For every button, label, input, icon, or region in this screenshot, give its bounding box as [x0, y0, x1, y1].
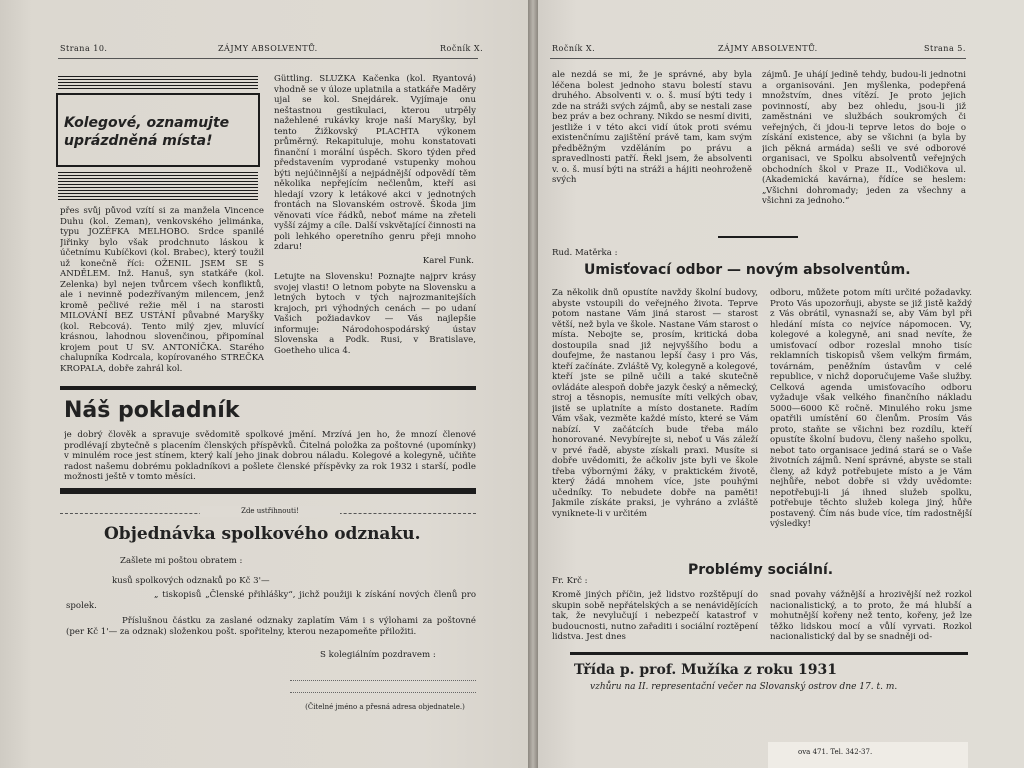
placement-text-right: odboru, můžete potom míti určité požadavky. Proto Vás upozorňuji, abyste se již jistě každý z Vás obrátil, vynasnaží se, aby Vám byl při hledání místa co nejvíce nápomocen. Vy, kolegové a kolegyně, ani snad nevíte, že umisťovací odbor rozeslal mnoho tisíc reklamních tiskopisů všem velkým firmám, továrnám, peněžním ústavům v celé republice, v nichž doporučujeme Vaše služby. Celková agenda umisťovacího odboru vyžaduje však velkého finančního nákladu 5000—6000 Kč ročně. Minulého roku jsme opatřili umístění 60 členům. Prosím Vás proto, staňte se všichni bez rozdílu, kteří opustíte školní budovu, členy našeho spolku, nebot tato organisace jediná stará se o Vaše životních zájmů. Není správné, abyste se stali členy, až když potřebujete místo a je Vám nejhůře, nebot dobře si vždy uvědomte: nepotřebuji-li já ihned služeb spolku, potřebuje těchto služeb kolega jiný, hůře postavený. Čím nás bude více, tím radostnější výsledky! — [770, 288, 972, 529]
cut-here-label: Zde ustřihnouti! — [200, 506, 340, 517]
banner-line-2: uprázdněná místa! — [64, 133, 213, 149]
signature: Karel Funk. — [422, 256, 474, 266]
author-1: Rud. Matěrka : — [552, 248, 618, 258]
paper-scrap — [768, 742, 968, 768]
name-line-1 — [290, 680, 476, 681]
divider-bar-2 — [60, 488, 476, 494]
banner-line-1: Kolegové, oznamujte — [64, 115, 230, 131]
volume-right: Ročník X. — [552, 44, 596, 53]
section-title-social: Problémy sociální. — [688, 562, 834, 578]
header-rule-left — [58, 58, 478, 59]
order-footer: (Čitelné jméno a přesná adresa objednatele.) — [305, 703, 465, 711]
article-text-right: Güttling. SLUŽKA Kačenka (kol. Ryantová) vhodně se v úloze uplatnila a statkáře Maděry ujal se kol. Snejdárek. Vyjímaje onu neštastnou gestikulaci, kterou utrpěly nažehlené rukávky kroje naší Maryšky, byl tento Žižkovský PLACHTA výkonem průměrný. Rekapituluje, mohu konstatovati finanční i morální úspěch. Skoro týden před představením vyprodané vstupenky mohou býti nejúčinnější a nejpádnější odpovědí těm několika nepřejícím nečlenům, kteří asi hledají vzory k letákové akci v jednotných frontách na Slovanském ostrově. Škoda jim věnovati více řádků, neboť máme na zřeteli vyšší zájmy a cíle. Další vskvětající činnosti na poli lehkého operetního genru přeji mnoho zdaru! — [274, 74, 476, 252]
treasurer-title: Náš pokladník — [64, 398, 240, 423]
short-divider — [718, 236, 798, 238]
article-cont-right: zájmů. Je uhájí jedině tehdy, budou-li jednotni a organisováni. Jen myšlenka, podepřená množstvím, dnes vítězí. Je proto jejich povinností, aby bez ohledu, jsou-li již zaměstnáni ve službách soukromých či veřejných, či jdou-li teprve letos do boje o získání existence, aby se všichni (a byla by jich pěkná armáda) sešli ve své odborové organisaci, ve Spolku absolventů veřejných obchodních škol v Praze II., Vodičkova ul. (Akademická kavárna), řídíce se heslem: „Všichni dohromady; jeden za všechny a všichni za jednoho.“ — [762, 70, 966, 206]
placement-text-left: Za několik dnů opustíte navždy školní budovy, abyste vstoupili do veřejného života. Teprve potom nastane Vám jiná starost — starost větší, než byla ve škole. Nastane Vám starost o místa. Nebojte se, prosím, kritická doba dostoupila snad již nejvyššího bodu a doufejme, že nastanou lepší časy i pro Vás, kteří začínáte. Zvláště Vy, kolegyně a kolegové, kteří jste se pilně učili a také skutečně ovládáte alespoň dobře jazyk český a německý, stroj a těsnopis, nemusíte míti velkých obav, jistě se uplatníte a místo dostanete. Radím Vám však, vezměte každé místo, které se Vám nabízí. V začátcích bude třeba málo honorované. Nevybírejte si, neboť u Vás záleží v prvé řadě, abyste získali praxi. Musíte si dobře uvědomiti, že ačkoliv jste byli ve škole třeba výbornými žáky, v praktickém životě, který žádá mnohem více, jste pouhými učedníky. To nebudete dobře na paměti! Jakmile získáte praksi, je vyhráno a zvláště vyniknete-li v určitém — [552, 288, 758, 519]
page-number-left: Strana 10. — [60, 44, 108, 53]
journal-title-left: ZÁJMY ABSOLVENTŮ. — [218, 44, 318, 53]
author-2: Fr. Krč : — [552, 576, 588, 586]
banner-stripe-bottom — [58, 170, 258, 200]
announcement-banner — [56, 93, 260, 167]
book-gutter — [528, 0, 538, 768]
order-line-4: Příslušnou částku za zaslané odznaky zaplatím Vám i s výlohami za poštovné (per Kč 1'— za odznak) složenkou pošt. spořitelny, kterou nezapomeňte přiložiti. — [66, 616, 476, 637]
order-line-2: kusů spolkových odznaků po Kč 3'— — [112, 576, 270, 586]
journal-title-right: ZÁJMY ABSOLVENTŮ. — [718, 44, 818, 53]
class-subtitle: vzhůru na II. representační večer na Slovanský ostrov dne 17. t. m. — [590, 682, 898, 692]
travel-notice: Letujte na Slovensku! Poznajte najprv krásy svojej vlasti! O letnom pobyte na Slovensku a letných bytoch v tých najrozmanitejších krajoch, pri výhodných cenách — po udaní Vašich požiadavkov — Vás najlepšie informuje: Národohospodárský ústav Slovenska a Podk. Rusi, v Bratislave, Goetheho ulica 4. — [274, 272, 476, 356]
order-line-3: „ tiskopisů „Členské přihlášky“, jichž použiji k získání nových členů pro spolek. — [66, 590, 476, 611]
page-number-right: Strana 5. — [924, 44, 966, 53]
treasurer-text: je dobrý člověk a spravuje svědomitě spolkové jmění. Mrzívá jen ho, že mnozí členové prodlévají zbytečně s placením členských příspěvků. Čitelná položka za poštovné (upomínky) v minulém roce jest stínem, který kalí jeho jinak dobrou náladu. Kolegové a kolegyně, učiňte radost našemu dobrému pokladníkovi a pošlete členské příspěvky za rok 1932 i starší, podle možnosti ještě v tomto měsíci. — [64, 430, 476, 482]
right-page — [538, 0, 1024, 768]
scrap-text: ova 471. Tel. 342-37. — [798, 748, 873, 756]
section-title-placement: Umisťovací odbor — novým absolventům. — [584, 262, 911, 278]
class-title: Třída p. prof. Mužíka z roku 1931 — [574, 662, 837, 678]
order-title: Objednávka spolkového odznaku. — [104, 524, 421, 544]
article-text-left: přes svůj původ vzítí si za manžela Vincence Duhu (kol. Zeman), venkovského jelimánka, typu JOZÉFKA MELHOBO. Srdce spanilé Jiřinky bylo však prodchnuto láskou k účetnímu Kubíčkovi (kol. Brabec), který toužil už konečně říci: OŽENIL JSEM SE S ANDĚLEM. Inž. Hanuš, syn statkáře (kol. Zelenka) byl nejen tvůrcem všech konfliktů, ale i nevinně podezřívaným milencem, jenž kromě pečlivé režie měl i na starosti MILOVÁNÍ BEZ USTÁNÍ půvabné Maryšky (kol. Rebcová). Tento milý zjev, mluvící krásnou, lahodnou slovenčinou, připomínal krojem pout U SV. ANTONÍČKA. Starého chalupníka Kodrcala, kopírovaného STREČKA KROPALA, dobře zahrál kol. — [60, 206, 264, 374]
volume-left: Ročník X. — [440, 44, 484, 53]
article-cont-left: ale nezdá se mi, že je správné, aby byla léčena bolest jednoho stavu bolestí stavu druhého. Absolventi v. o. š. musí býti tedy i zde na stráži svých zájmů, aby se nestali zase bez práv a bez ochrany. Nikdo se nesmí diviti, jestliže i v této akci vidí útok proti svému existenčnímu zajištění právě tam, kam svým předběžným vzděláním po právu a spravedlnosti patří. Řekl jsem, že absolventi v. o. š. musí býti na stráži a hájiti neohroženě svých — [552, 70, 752, 185]
class-rule — [570, 652, 968, 655]
order-greeting: S kolegiálním pozdravem : — [320, 650, 436, 660]
header-rule-right — [550, 58, 966, 59]
banner-stripe-top — [58, 75, 258, 89]
name-line-2 — [290, 692, 476, 693]
divider-bar — [60, 386, 476, 390]
order-line-1: Zašlete mi poštou obratem : — [120, 556, 243, 566]
social-text-left: Kromě jiných příčin, jež lidstvo rozštěpují do skupin sobě nepřátelských a se nenávidějících tak, že nevylučují i nebezpečí katastrof v budoucnosti, nutno zařaditi i sociální roztěpení lidstva. Jest dnes — [552, 590, 758, 642]
social-text-right: snad povahy vážnější a hrozivější než rozkol nacionalistický, a to proto, že má hlubší a mohutnější kořeny než tento, kořeny, jež lze těžko lidskou mocí a vůlí vyrvati. Rozkol nacionalistický dal by se snadněji od- — [770, 590, 972, 642]
